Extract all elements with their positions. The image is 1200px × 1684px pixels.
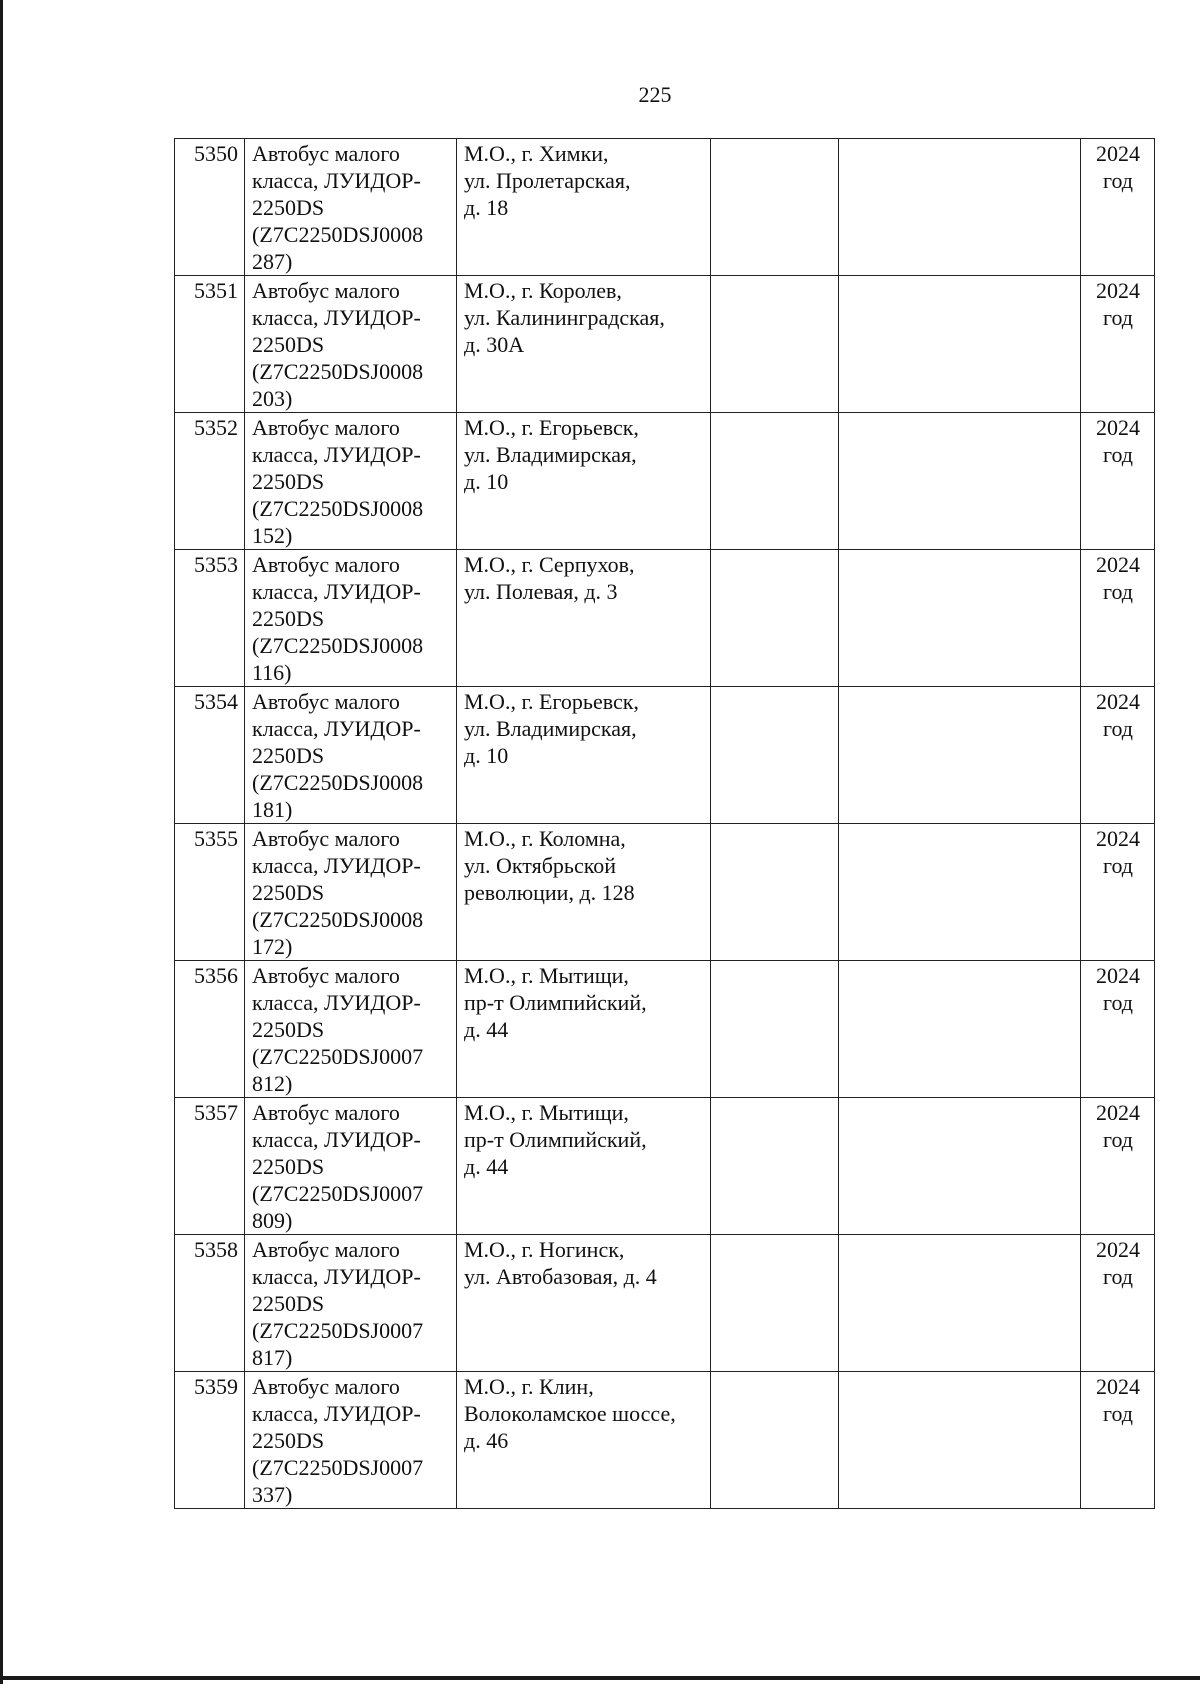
vehicle-cell [245, 413, 457, 550]
vehicle-line: 2250DS [252, 1154, 325, 1179]
address-line: ул. Полевая, д. 3 [464, 579, 618, 604]
year-line: год [1102, 1401, 1134, 1426]
vehicle-line: 181) [252, 797, 293, 822]
empty-cell-5 [839, 550, 1081, 687]
year-line: 2024 [1096, 1100, 1140, 1125]
vehicle-registry-table [174, 138, 1155, 1509]
year-cell [1081, 1235, 1155, 1372]
table-body [175, 139, 1155, 1509]
vehicle-line: Автобус малого [252, 1374, 400, 1399]
address-line: д. 10 [464, 469, 509, 494]
year-line: 2024 [1096, 1374, 1140, 1399]
empty-cell-4 [711, 1098, 839, 1235]
table-row [175, 1098, 1155, 1235]
year-line: 2024 [1096, 278, 1140, 303]
scan-bottom-edge [0, 1676, 1200, 1680]
address-line: д. 18 [464, 195, 509, 220]
year-line: год [1102, 990, 1134, 1015]
vehicle-line: класса, ЛУИДОР- [252, 305, 421, 330]
row-number: 5355 [194, 826, 238, 851]
row-number: 5352 [194, 415, 238, 440]
vehicle-line: 2250DS [252, 1428, 325, 1453]
row-number: 5356 [194, 963, 238, 988]
vehicle-line: 2250DS [252, 1291, 325, 1316]
row-number-cell [175, 1372, 245, 1509]
vehicle-line: 203) [252, 386, 293, 411]
empty-cell-5 [839, 413, 1081, 550]
vehicle-line: 337) [252, 1482, 293, 1507]
year-line: 2024 [1096, 963, 1140, 988]
empty-cell-5 [839, 1098, 1081, 1235]
vehicle-cell [245, 139, 457, 276]
address-line: д. 30А [464, 332, 525, 357]
vehicle-line: 287) [252, 249, 293, 274]
vehicle-line: класса, ЛУИДОР- [252, 853, 421, 878]
empty-cell-4 [711, 413, 839, 550]
vehicle-line: класса, ЛУИДОР- [252, 1127, 421, 1152]
year-line: 2024 [1096, 141, 1140, 166]
vehicle-line: 817) [252, 1345, 293, 1370]
vehicle-line: класса, ЛУИДОР- [252, 442, 421, 467]
empty-cell-5 [839, 824, 1081, 961]
vehicle-line: Автобус малого [252, 963, 400, 988]
vehicle-line: Автобус малого [252, 1237, 400, 1262]
empty-cell-5 [839, 276, 1081, 413]
address-line: д. 44 [464, 1017, 509, 1042]
vehicle-cell [245, 687, 457, 824]
address-cell [457, 413, 711, 550]
empty-cell-5 [839, 687, 1081, 824]
empty-cell-4 [711, 1235, 839, 1372]
vehicle-line: класса, ЛУИДОР- [252, 990, 421, 1015]
year-cell [1081, 276, 1155, 413]
address-line: М.О., г. Коломна, [464, 826, 626, 851]
vehicle-line: (Z7C2250DSJ0007 [252, 1455, 424, 1480]
address-cell [457, 961, 711, 1098]
row-number: 5354 [194, 689, 238, 714]
page-number: 225 [638, 82, 672, 107]
vehicle-line: Автобус малого [252, 415, 400, 440]
row-number: 5359 [194, 1374, 238, 1399]
vehicle-cell [245, 824, 457, 961]
year-line: год [1102, 168, 1134, 193]
table-row [175, 961, 1155, 1098]
year-cell [1081, 687, 1155, 824]
address-line: ул. Калининградская, [464, 305, 665, 330]
address-line: М.О., г. Егорьевск, [464, 689, 639, 714]
table-row [175, 824, 1155, 961]
table-row [175, 1235, 1155, 1372]
vehicle-line: класса, ЛУИДОР- [252, 1264, 421, 1289]
address-line: М.О., г. Мытищи, [464, 1100, 629, 1125]
year-line: год [1102, 716, 1134, 741]
year-line: 2024 [1096, 826, 1140, 851]
address-cell [457, 1235, 711, 1372]
table-row [175, 413, 1155, 550]
row-number: 5353 [194, 552, 238, 577]
vehicle-line: 2250DS [252, 743, 325, 768]
vehicle-line: Автобус малого [252, 1100, 400, 1125]
empty-cell-4 [711, 824, 839, 961]
address-line: пр-т Олимпийский, [464, 990, 647, 1015]
vehicle-line: 809) [252, 1208, 293, 1233]
year-cell [1081, 961, 1155, 1098]
row-number-cell [175, 139, 245, 276]
vehicle-cell [245, 1235, 457, 1372]
row-number-cell [175, 687, 245, 824]
vehicle-line: (Z7C2250DSJ0008 [252, 907, 424, 932]
empty-cell-4 [711, 276, 839, 413]
empty-cell-4 [711, 687, 839, 824]
address-line: ул. Пролетарская, [464, 168, 631, 193]
vehicle-cell [245, 550, 457, 687]
vehicle-cell [245, 1372, 457, 1509]
year-line: 2024 [1096, 1237, 1140, 1262]
address-line: М.О., г. Клин, [464, 1374, 594, 1399]
empty-cell-4 [711, 1372, 839, 1509]
vehicle-line: 2250DS [252, 606, 325, 631]
row-number-cell [175, 276, 245, 413]
vehicle-line: Автобус малого [252, 278, 400, 303]
address-cell [457, 824, 711, 961]
vehicle-line: (Z7C2250DSJ0008 [252, 359, 424, 384]
empty-cell-5 [839, 961, 1081, 1098]
address-line: пр-т Олимпийский, [464, 1127, 647, 1152]
row-number-cell [175, 550, 245, 687]
vehicle-line: 2250DS [252, 469, 325, 494]
vehicle-line: (Z7C2250DSJ0008 [252, 222, 424, 247]
scan-left-edge [0, 0, 3, 1684]
year-cell [1081, 413, 1155, 550]
vehicle-cell [245, 1098, 457, 1235]
year-cell [1081, 1372, 1155, 1509]
year-cell [1081, 824, 1155, 961]
address-line: М.О., г. Серпухов, [464, 552, 635, 577]
vehicle-line: класса, ЛУИДОР- [252, 579, 421, 604]
table-row [175, 139, 1155, 276]
row-number-cell [175, 413, 245, 550]
vehicle-cell [245, 961, 457, 1098]
address-line: ул. Октябрьской [464, 853, 617, 878]
empty-cell-5 [839, 1372, 1081, 1509]
year-line: 2024 [1096, 415, 1140, 440]
row-number: 5350 [194, 141, 238, 166]
year-line: год [1102, 442, 1134, 467]
vehicle-line: Автобус малого [252, 141, 400, 166]
year-line: 2024 [1096, 552, 1140, 577]
vehicle-line: Автобус малого [252, 552, 400, 577]
vehicle-line: 2250DS [252, 880, 325, 905]
address-line: М.О., г. Егорьевск, [464, 415, 639, 440]
vehicle-line: (Z7C2250DSJ0008 [252, 770, 424, 795]
table-row [175, 550, 1155, 687]
vehicle-line: класса, ЛУИДОР- [252, 1401, 421, 1426]
address-line: д. 44 [464, 1154, 509, 1179]
vehicle-cell [245, 276, 457, 413]
address-line: ул. Владимирская, [464, 716, 637, 741]
empty-cell-5 [839, 1235, 1081, 1372]
address-line: М.О., г. Королев, [464, 278, 622, 303]
address-cell [457, 1372, 711, 1509]
year-line: год [1102, 1264, 1134, 1289]
address-cell [457, 139, 711, 276]
address-line: М.О., г. Мытищи, [464, 963, 629, 988]
vehicle-line: (Z7C2250DSJ0008 [252, 633, 424, 658]
address-line: ул. Владимирская, [464, 442, 637, 467]
vehicle-line: 2250DS [252, 332, 325, 357]
vehicle-line: 116) [252, 660, 292, 685]
row-number-cell [175, 824, 245, 961]
vehicle-line: 812) [252, 1071, 293, 1096]
empty-cell-5 [839, 139, 1081, 276]
empty-cell-4 [711, 550, 839, 687]
address-line: д. 46 [464, 1428, 509, 1453]
table-row [175, 1372, 1155, 1509]
year-cell [1081, 139, 1155, 276]
table-row [175, 276, 1155, 413]
address-cell [457, 687, 711, 824]
row-number: 5351 [194, 278, 238, 303]
year-cell [1081, 550, 1155, 687]
year-line: год [1102, 579, 1134, 604]
address-line: революции, д. 128 [464, 880, 635, 905]
vehicle-line: класса, ЛУИДОР- [252, 168, 421, 193]
row-number-cell [175, 1098, 245, 1235]
vehicle-line: 172) [252, 934, 293, 959]
address-cell [457, 276, 711, 413]
vehicle-line: 2250DS [252, 195, 325, 220]
vehicle-line: (Z7C2250DSJ0007 [252, 1318, 424, 1343]
address-cell [457, 1098, 711, 1235]
year-line: год [1102, 853, 1134, 878]
vehicle-line: Автобус малого [252, 689, 400, 714]
vehicle-line: Автобус малого [252, 826, 400, 851]
year-line: год [1102, 1127, 1134, 1152]
row-number: 5358 [194, 1237, 238, 1262]
vehicle-line: 152) [252, 523, 293, 548]
table-row [175, 687, 1155, 824]
address-line: М.О., г. Ногинск, [464, 1237, 625, 1262]
vehicle-line: (Z7C2250DSJ0007 [252, 1044, 424, 1069]
vehicle-line: (Z7C2250DSJ0007 [252, 1181, 424, 1206]
address-line: ул. Автобазовая, д. 4 [464, 1264, 657, 1289]
year-cell [1081, 1098, 1155, 1235]
vehicle-line: 2250DS [252, 1017, 325, 1042]
address-line: Волоколамское шоссе, [464, 1401, 676, 1426]
empty-cell-4 [711, 139, 839, 276]
row-number: 5357 [194, 1100, 238, 1125]
vehicle-line: класса, ЛУИДОР- [252, 716, 421, 741]
address-line: М.О., г. Химки, [464, 141, 609, 166]
row-number-cell [175, 1235, 245, 1372]
year-line: 2024 [1096, 689, 1140, 714]
vehicle-line: (Z7C2250DSJ0008 [252, 496, 424, 521]
year-line: год [1102, 305, 1134, 330]
address-line: д. 10 [464, 743, 509, 768]
empty-cell-4 [711, 961, 839, 1098]
row-number-cell [175, 961, 245, 1098]
address-cell [457, 550, 711, 687]
